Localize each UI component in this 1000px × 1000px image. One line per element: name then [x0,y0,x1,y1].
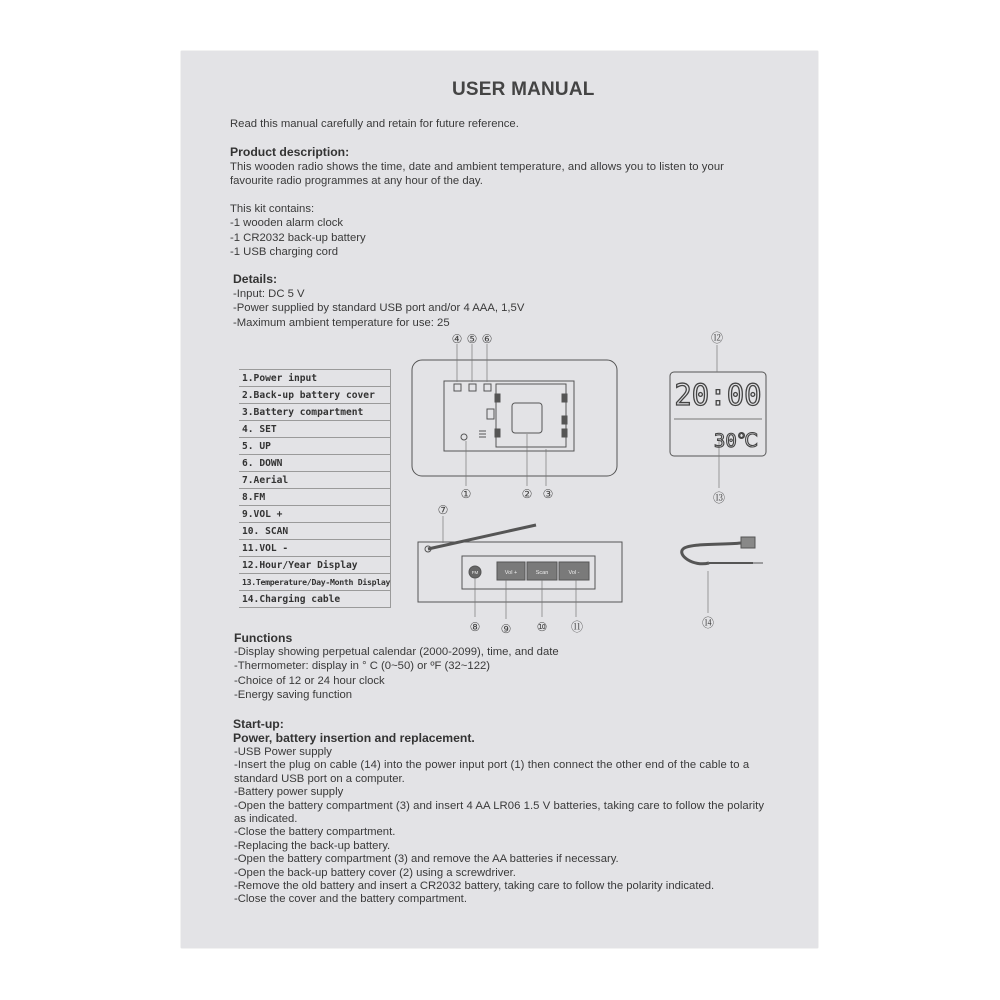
kit-line: -1 wooden alarm clock [230,217,344,230]
startup-instructions [234,746,764,907]
startup-line: -Insert the plug on cable (14) into the power input port (1) then connect the other end of the cable to a [234,759,750,772]
startup-line: -Open the battery compartment (3) and remove the AA batteries if necessary. [234,853,619,866]
functions-line: -Display showing perpetual calendar (2000-2099), time, and date [234,646,559,658]
functions-line: -Energy saving function [234,689,353,702]
functions-line: -Choice of 12 or 24 hour clock [234,674,385,687]
details-line: -Power supplied by standard USB port and/or 4 AAA, 1,5V [233,302,525,315]
time-display: 20:00 [674,378,762,412]
part-label: 4. SET [239,421,391,438]
callout-4: ④ [451,332,463,346]
details-line: -Input: DC 5 V [233,288,305,300]
details-line: -Maximum ambient temperature for use: 25 [233,316,450,329]
product-line: This wooden radio shows the time, date and ambient temperature, and allows you to listen to your [230,161,724,173]
part-label: 5. UP [239,438,391,455]
startup-line: -Open the battery compartment (3) and insert 4 AA LR06 1.5 V batteries, taking care to follow the polarity [234,799,765,812]
callout-11: ⑪ [570,620,584,634]
part-label: 1.Power input [239,370,391,387]
part-label: 11.VOL - [239,540,391,557]
vol-plus-label: Vol + [504,570,518,576]
product-line: favourite radio programmes at any hour of the day. [230,175,483,188]
startup-line: standard USB port on a computer. [234,772,405,785]
callout-8: ⑧ [469,620,481,634]
startup-line: -Replacing the back-up battery. [234,839,391,852]
kit-line: -1 CR2032 back-up battery [230,231,366,244]
part-label: 6. DOWN [239,455,391,472]
startup-line: -Close the cover and the battery compartment. [234,893,467,906]
back-panel [444,381,574,451]
startup-line: -USB Power supply [234,746,332,758]
manual-sheet [181,51,818,948]
functions-line: -Thermometer: display in ° C (0~50) or ºF (32~122) [234,660,491,673]
callout-10: ⑩ [536,620,548,634]
part-label: 3.Battery compartment [239,404,391,421]
callout-13: ⑬ [712,491,726,505]
callout-7: ⑦ [437,503,449,517]
part-label: 9.VOL + [239,506,391,523]
startup-subheading: Power, battery insertion and replacement. [233,731,475,745]
details-heading: Details: [233,272,278,286]
startup-line: as indicated. [234,813,298,826]
callout-3: ③ [542,487,554,501]
part-label: 8.FM [239,489,391,506]
callout-12: ⑫ [710,331,724,345]
part-label: 10. SCAN [239,523,391,540]
callout-14: ⑭ [701,616,715,630]
startup-heading: Start-up: [233,717,284,731]
part-label: 12.Hour/Year Display [239,557,391,574]
intro-text: Read this manual carefully and retain for future reference. [230,118,519,130]
startup-line: -Battery power supply [234,786,344,799]
startup-line: -Remove the old battery and insert a CR2032 battery, taking care to follow the polarity indicated. [234,880,715,893]
backup-battery-cover [512,403,542,433]
usb-plug [741,537,755,548]
vol-minus-label: Vol - [568,570,580,576]
part-label: 14.Charging cable [239,591,391,608]
callout-6: ⑥ [481,332,493,346]
page-title: USER MANUAL [452,79,595,100]
functions-list [234,645,559,703]
product-heading: Product description: [230,145,350,159]
kit-line: -1 USB charging cord [230,246,338,259]
up-button-shape [469,384,476,391]
callout-2: ② [521,487,533,501]
clock-back-outline [412,360,617,476]
scan-label: Scan [535,570,549,576]
part-label: 2.Back-up battery cover [239,387,391,404]
callout-5: ⑤ [466,332,478,346]
kit-line: This kit contains: [230,203,315,215]
part-label: 7.Aerial [239,472,391,489]
fm-label: FM [471,570,479,575]
startup-line: -Close the battery compartment. [234,826,396,839]
back-switch [487,409,494,419]
down-button-shape [484,384,491,391]
cable-path [682,543,741,564]
startup-line: -Open the back-up battery cover (2) using a screwdriver. [234,866,516,879]
battery-compartment [496,384,566,447]
set-button-shape [454,384,461,391]
callout-9: ⑨ [500,622,512,636]
temperature-display: 30℃ [713,430,759,452]
callout-1: ① [460,487,472,501]
part-label: 13.Temperature/Day-Month Display [239,574,391,591]
power-input-port [461,434,467,440]
functions-heading: Functions [234,631,293,645]
